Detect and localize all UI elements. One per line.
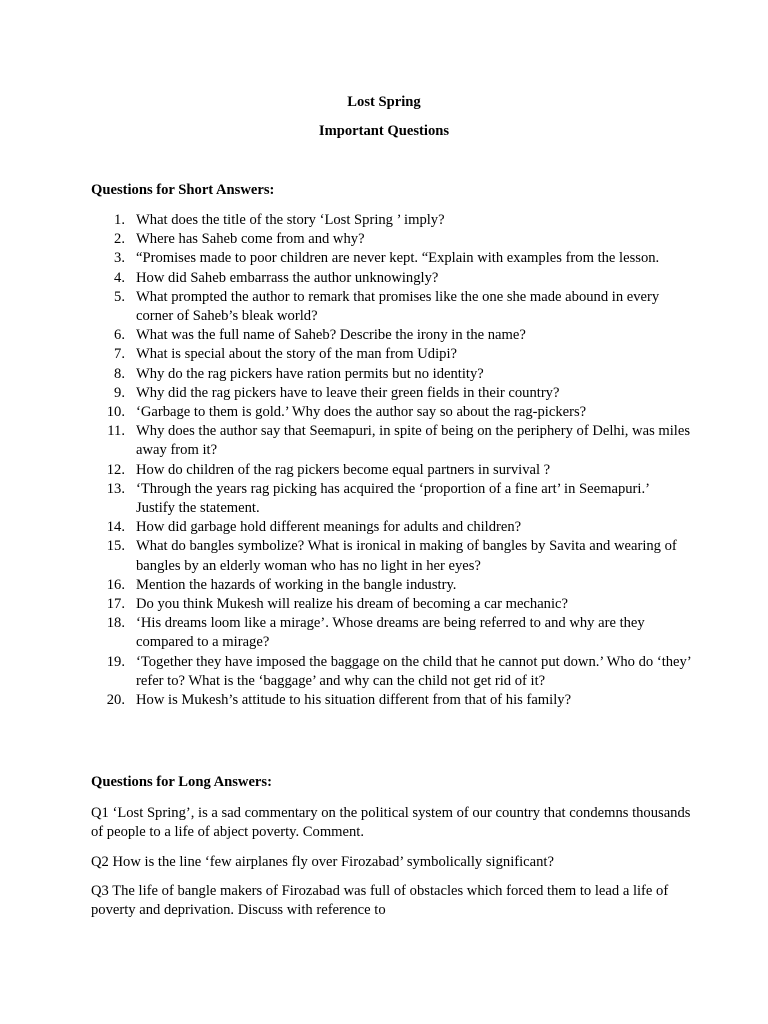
item-number: 12. — [106, 461, 125, 478]
item-text: Why do the rag pickers have ration permits but no identity? — [136, 365, 484, 382]
item-text: What does the title of the story ‘Lost Spring ’ imply? — [136, 212, 445, 228]
item-number: 15. — [106, 538, 125, 555]
item-text: How is Mukesh’s attitude to his situation different from that of his family? — [136, 692, 572, 709]
long-answers-heading: Questions for Long Answers: — [91, 774, 272, 790]
item-text: What is special about the story of the man from Udipi? — [136, 346, 457, 363]
long-question: Q3 The life of bangle makers of Firozabad was full of obstacles which forced them to lead a life of poverty and deprivation. Discuss with reference to — [91, 883, 669, 919]
item-number: 1. — [114, 212, 125, 228]
item-text: Why does the author say that Seemapuri, in spite of being on the periphery of Delhi, was miles away from it? — [136, 423, 691, 459]
list-item — [91, 249, 691, 268]
item-text: What do bangles symbolize? What is ironical in making of bangles by Savita and wearing of bangles by an elderly woman who has no light in her eyes? — [136, 538, 677, 574]
item-text: How do children of the rag pickers become equal partners in survival ? — [136, 461, 551, 478]
item-text: What was the full name of Saheb? Describe the irony in the name? — [136, 327, 526, 344]
list-item — [91, 653, 691, 691]
item-text: ‘His dreams loom like a mirage’. Whose dreams are being referred to and why are they compared to a mirage? — [136, 615, 645, 651]
item-number: 13. — [106, 480, 125, 497]
list-item — [91, 384, 691, 403]
short-questions-list — [91, 211, 691, 710]
item-text: Where has Saheb come from and why? — [136, 231, 365, 248]
list-item — [91, 691, 691, 710]
item-number: 2. — [114, 231, 125, 248]
item-number: 14. — [106, 519, 125, 536]
long-question: Q1 ‘Lost Spring’, is a sad commentary on the political system of our country that condemns thousands of people to a life of abject poverty. Comment. — [91, 805, 691, 841]
item-number: 17. — [106, 596, 125, 613]
list-item — [91, 422, 691, 460]
list-item — [91, 269, 691, 288]
list-item — [91, 211, 691, 230]
list-item — [91, 595, 691, 614]
item-text: “Promises made to poor children are never kept. “Explain with examples from the lesson. — [136, 250, 660, 267]
document-title: Lost Spring — [347, 94, 421, 110]
list-item — [91, 576, 691, 595]
item-number: 4. — [114, 269, 125, 286]
item-number: 5. — [114, 288, 125, 305]
item-text: ‘Garbage to them is gold.’ Why does the author say so about the rag-pickers? — [136, 404, 587, 421]
list-item — [91, 288, 691, 326]
short-answers-heading: Questions for Short Answers: — [91, 182, 275, 198]
list-item — [91, 365, 691, 384]
item-number: 18. — [106, 615, 125, 632]
item-text: What prompted the author to remark that promises like the one she made abound in every corner of Saheb’s bleak world? — [136, 288, 660, 325]
list-item — [91, 480, 691, 518]
item-number: 11. — [107, 423, 125, 440]
list-item — [91, 326, 691, 345]
item-number: 20. — [106, 692, 125, 709]
document-subtitle: Important Questions — [318, 123, 450, 139]
item-text: Why did the rag pickers have to leave their green fields in their country? — [136, 384, 560, 401]
item-text: How did garbage hold different meanings for adults and children? — [136, 519, 522, 536]
list-item — [91, 461, 691, 480]
item-text: ‘Through the years rag picking has acquired the ‘proportion of a fine art’ in Seemapuri.’ Justify the statement. — [136, 480, 649, 517]
item-number: 10. — [106, 404, 125, 421]
item-number: 19. — [106, 653, 125, 670]
item-number: 9. — [114, 384, 125, 401]
item-number: 8. — [114, 365, 125, 382]
list-item — [91, 230, 691, 249]
list-item — [91, 614, 691, 652]
list-item — [91, 518, 691, 537]
item-text: How did Saheb embarrass the author unknowingly? — [136, 269, 439, 286]
item-number: 16. — [106, 576, 125, 593]
item-number: 7. — [114, 346, 125, 363]
item-number: 6. — [114, 327, 125, 344]
item-text: Do you think Mukesh will realize his dream of becoming a car mechanic? — [136, 596, 568, 613]
list-item — [91, 537, 691, 575]
item-number: 3. — [114, 250, 125, 267]
item-text: Mention the hazards of working in the bangle industry. — [136, 576, 457, 593]
list-item — [91, 403, 691, 422]
long-question: Q2 How is the line ‘few airplanes fly over Firozabad’ symbolically significant? — [91, 854, 554, 870]
list-item — [91, 345, 691, 364]
item-text: ‘Together they have imposed the baggage on the child that he cannot put down.’ Who do ‘they’ refer to? What is the ‘baggage’ and why can the child not get rid of it? — [136, 653, 691, 689]
